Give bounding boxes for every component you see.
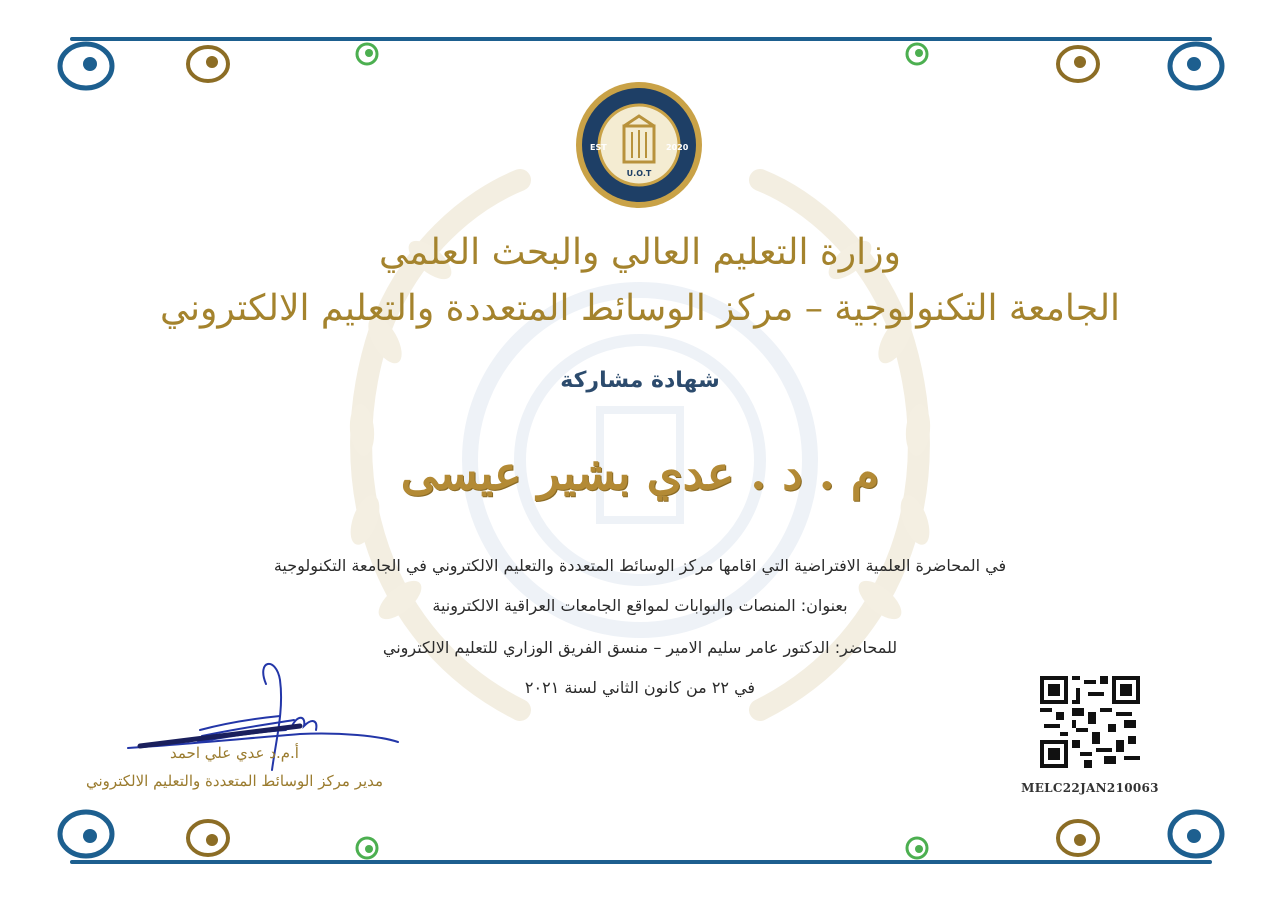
swirl-ornament-icon <box>902 832 932 862</box>
swirl-ornament-icon <box>902 40 932 70</box>
body-line-date: في ٢٢ من كانون الثاني لسنة ٢٠٢١ <box>524 678 756 697</box>
university-seal-icon <box>574 80 704 210</box>
body-line-event: في المحاضرة العلمية الافتراضية التي اقامها مركز الوسائط المتعددة والتعليم الالكتروني في الجامعة التكنولوجية <box>273 556 1007 575</box>
swirl-ornament-icon <box>352 40 382 70</box>
qr-code-icon <box>1040 676 1140 768</box>
swirl-ornament-icon <box>184 816 234 860</box>
swirl-ornament-icon <box>352 832 382 862</box>
body-line-title: بعنوان: المنصات والبوابات لمواقع الجامعات العراقية الالكترونية <box>432 596 848 615</box>
swirl-ornament-icon <box>56 40 120 96</box>
university-title: الجامعة التكنولوجية – مركز الوسائط المتعددة والتعليم الالكتروني <box>159 288 1121 329</box>
seal-est-label: EST <box>590 143 607 152</box>
seal-abbr: U.O.T <box>626 169 652 178</box>
swirl-ornament-icon <box>1052 42 1102 86</box>
certificate-type: شهادة مشاركة <box>560 368 720 393</box>
certificate-id: MELC22JAN210063 <box>1021 781 1159 795</box>
seal-year: 2020 <box>666 143 689 152</box>
ministry-title: وزارة التعليم العالي والبحث العلمي <box>379 232 901 273</box>
swirl-ornament-icon <box>56 806 120 862</box>
signatory-name: أ.م.د عدي علي احمد <box>170 744 299 762</box>
swirl-ornament-icon <box>1052 816 1102 860</box>
swirl-ornament-icon <box>1164 40 1228 96</box>
body-line-lecturer: للمحاضر: الدكتور عامر سليم الامير – منسق الفريق الوزاري للتعليم الالكتروني <box>382 638 898 657</box>
recipient-name: م . د . عدي بشير عيسى <box>400 446 880 500</box>
signatory-title: مدير مركز الوسائط المتعددة والتعليم الالكتروني <box>86 772 384 790</box>
swirl-ornament-icon <box>184 42 234 86</box>
swirl-ornament-icon <box>1164 806 1228 862</box>
